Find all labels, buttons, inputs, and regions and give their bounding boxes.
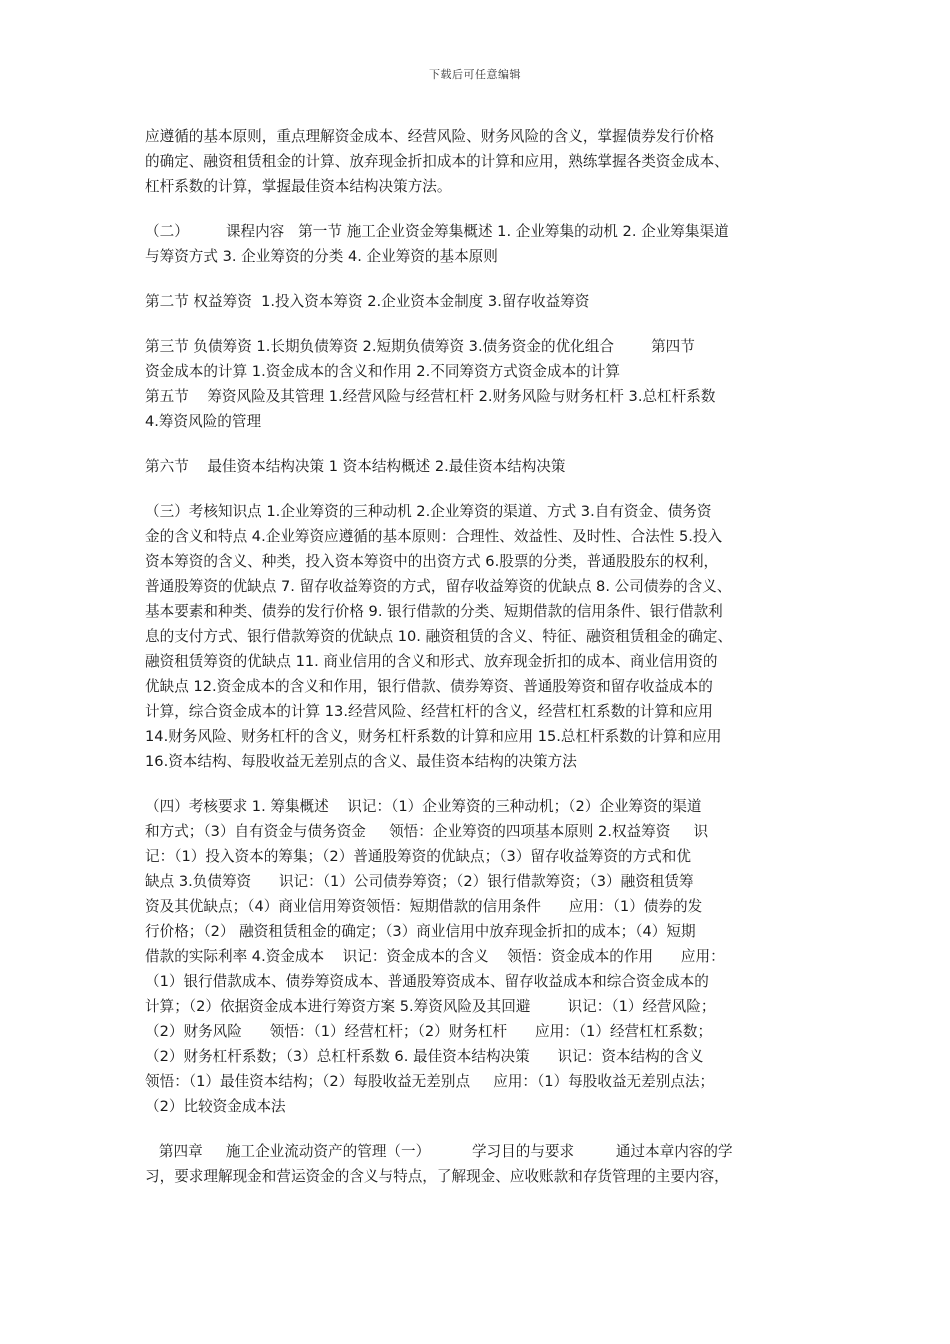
text-line: 普通股筹资的优缺点 7. 留存收益筹资的方式，留存收益筹资的优缺点 8. 公司债券的含义、 [145,578,732,595]
document-body [145,124,810,1189]
text-line: 计算；（2）依据资金成本进行筹资方案 5.筹资风险及其回避 识记：（1）经营风险； [145,998,716,1015]
text-line: 领悟：（1）最佳资本结构；（2）每股收益无差别点 应用：（1）每股收益无差别点法； [145,1073,715,1090]
text-line: 16.资本结构、每股收益无差别点的含义、最佳资本结构的决策方法 [145,753,577,770]
text-line: （2）比较资金成本法 [145,1098,286,1115]
text-line: 借款的实际利率 4.资金成本 识记：资金成本的含义 领悟：资金成本的作用 应用： [145,948,725,965]
text-line: 第二节 权益筹资 1.投入资本筹资 2.企业资本金制度 3.留存收益筹资 [145,293,590,310]
text-line: （2）财务风险 领悟：（1）经营杠杆；（2）财务杠杆 应用：（1）经营杠杠系数； [145,1023,713,1040]
page-header-note: 下载后可任意编辑 [429,68,521,81]
paragraph-section-6 [145,454,810,479]
text-line: 缺点 3.负债筹资 识记：（1）公司债券筹资；（2）银行借款筹资；（3）融资租赁筹 [145,873,694,890]
text-line: 资及其优缺点；（4）商业信用筹资领悟：短期借款的信用条件 应用：（1）债券的发 [145,898,703,915]
text-line: （二） 课程内容 第一节 施工企业资金筹集概述 1. 企业筹集的动机 2. 企业筹集渠道 [145,223,729,240]
text-line: 资金成本的计算 1.资金成本的含义和作用 2.不同筹资方式资金成本的计算 [145,363,620,380]
text-line: 和方式；（3）自有资金与债务资金 领悟：企业筹资的四项基本原则 2.权益筹资 识 [145,823,709,840]
text-line: 记：（1）投入资本的筹集；（2）普通股筹资的优缺点；（3）留存收益筹资的方式和优 [145,848,691,865]
text-line: 习，要求理解现金和营运资金的含义与特点，了解现金、应收账款和存货管理的主要内容， [145,1168,729,1185]
text-line: 杠杆系数的计算，掌握最佳资本结构决策方法。 [145,178,452,195]
text-line: （三）考核知识点 1.企业筹资的三种动机 2.企业筹资的渠道、方式 3.自有资金、债务资 [145,503,712,520]
text-line: 行价格；（2） 融资租赁租金的确定；（3）商业信用中放弃现金折扣的成本；（4）短期 [145,923,696,940]
text-line: 资本筹资的含义、种类，投入资本筹资中的出资方式 6.股票的分类，普通股股东的权利， [145,553,719,570]
text-line: 第五节 筹资风险及其管理 1.经营风险与经营杠杆 2.财务风险与财务杠杆 3.总杠杆系数 [145,388,716,405]
text-line: 基本要素和种类、债券的发行价格 9. 银行借款的分类、短期借款的信用条件、银行借款利 [145,603,723,620]
paragraph-section-2 [145,289,810,314]
text-line: 应遵循的基本原则，重点理解资金成本、经营风险、财务风险的含义，掌握债券发行价格 [145,128,715,145]
paragraph-intro-principles [145,124,810,199]
paragraph-section-3-5 [145,334,810,434]
text-line: 第六节 最佳资本结构决策 1 资本结构概述 2.最佳资本结构决策 [145,458,566,475]
text-line: 计算，综合资金成本的计算 13.经营风险、经营杠杆的含义，经营杠杠系数的计算和应用 [145,703,713,720]
text-line: 融资租赁筹资的优缺点 11. 商业信用的含义和形式、放弃现金折扣的成本、商业信用资的 [145,653,718,670]
text-line: 14.财务风险、财务杠杆的含义，财务杠杆系数的计算和应用 15.总杠杆系数的计算和应用 [145,728,722,745]
text-line: 金的含义和特点 4.企业筹资应遵循的基本原则：合理性、效益性、及时性、合法性 5.投入 [145,528,723,545]
text-line: 息的支付方式、银行借款筹资的优缺点 10. 融资租赁的含义、特征、融资租赁租金的确定、 [145,628,733,645]
text-line: 第三节 负债筹资 1.长期负债筹资 2.短期负债筹资 3.债务资金的优化组合 第四节 [145,338,695,355]
paragraph-knowledge-points [145,499,810,774]
text-line: （2）财务杠杆系数；（3）总杠杆系数 6. 最佳资本结构决策 识记：资本结构的含义 [145,1048,704,1065]
text-line: 的确定、融资租赁租金的计算、放弃现金折扣成本的计算和应用，熟练掌握各类资金成本、 [145,153,729,170]
text-line: 第四章 施工企业流动资产的管理（一） 学习目的与要求 通过本章内容的学 [145,1143,733,1160]
text-line: （1）银行借款成本、债券筹资成本、普通股筹资成本、留存收益成本和综合资金成本的 [145,973,709,990]
text-line: 与筹资方式 3. 企业筹资的分类 4. 企业筹资的基本原则 [145,248,498,265]
text-line: （四）考核要求 1. 筹集概述 识记：（1）企业筹资的三种动机；（2）企业筹资的渠道 [145,798,702,815]
paragraph-course-content [145,219,810,269]
text-line: 优缺点 12.资金成本的含义和作用，银行借款、债券筹资、普通股筹资和留存收益成本的 [145,678,713,695]
paragraph-assessment-requirements [145,794,810,1119]
text-line: 4.筹资风险的管理 [145,413,262,430]
paragraph-chapter-4 [145,1139,810,1189]
